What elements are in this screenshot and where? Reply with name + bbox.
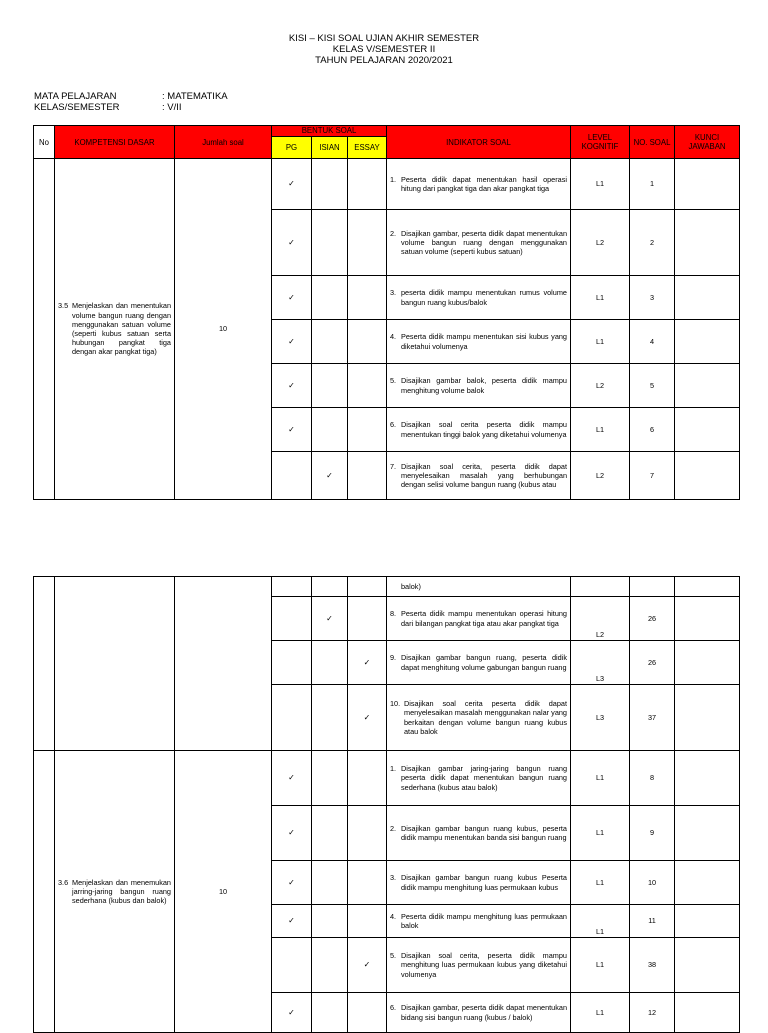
essay-check: ✓ xyxy=(348,685,387,751)
pg-cell xyxy=(272,452,312,500)
kisi-table-page1 xyxy=(33,125,740,500)
no-soal-cell: 38 xyxy=(630,938,675,993)
kd-number: 3.6 xyxy=(58,877,69,887)
indikator-cell: 5. Disajikan gambar balok, peserta didik mampu menghitung volume balok xyxy=(387,364,571,408)
indikator-cell: 4. Peserta didik mampu menentukan sisi kubus yang diketahui volumenya xyxy=(387,320,571,364)
no-soal-cell: 9 xyxy=(630,806,675,861)
no-soal-cell: 11 xyxy=(630,905,675,938)
essay-cell xyxy=(348,751,387,806)
isian-cell xyxy=(312,276,348,320)
essay-cell xyxy=(348,597,387,641)
row-no-cell xyxy=(34,751,55,1033)
header-essay: ESSAY xyxy=(348,137,387,159)
jumlah-soal-cell: 10 xyxy=(175,751,272,1033)
kunci-cell xyxy=(675,408,740,452)
kd-text: Menjelaskan dan menentukan volume bangun ruang dengan menggunakan satuan volume (seperti kubus satuan serta hubungan pangkat tiga dengan akar pangkat tiga) xyxy=(72,301,171,357)
indikator-cell: 2. Disajikan gambar bangun ruang kubus, peserta didik mampu menentukan banda sisi bangun ruang xyxy=(387,806,571,861)
isian-cell xyxy=(312,641,348,685)
level-cell: L1 xyxy=(571,806,630,861)
no-soal-cell: 1 xyxy=(630,159,675,210)
header-level-kognitif: LEVEL KOGNITIF xyxy=(571,126,630,159)
header-no-soal: NO. SOAL xyxy=(630,126,675,159)
no-soal-cell: 5 xyxy=(630,364,675,408)
table-row xyxy=(34,577,740,597)
essay-cell xyxy=(348,364,387,408)
essay-cell xyxy=(348,320,387,364)
isian-cell xyxy=(312,806,348,861)
pg-check: ✓ xyxy=(272,993,312,1033)
level-cell: L1 xyxy=(571,938,630,993)
table-row xyxy=(34,159,740,210)
isian-cell xyxy=(312,685,348,751)
no-soal-cell: 12 xyxy=(630,993,675,1033)
level-cell: L1 xyxy=(571,993,630,1033)
essay-cell xyxy=(348,993,387,1033)
kunci-cell xyxy=(675,210,740,276)
table-row xyxy=(34,751,740,806)
header-kompetensi-dasar: KOMPETENSI DASAR xyxy=(55,126,175,159)
pg-cell xyxy=(272,641,312,685)
jumlah-soal-cell-continued xyxy=(175,577,272,751)
level-cell: L2 xyxy=(571,210,630,276)
no-soal-cell: 7 xyxy=(630,452,675,500)
header-no: No xyxy=(34,126,55,159)
essay-cell xyxy=(348,577,387,597)
kunci-cell xyxy=(675,276,740,320)
indikator-cell: 5. Disajikan soal cerita, peserta didik mampu menghitung luas permukaan kubus yang diketahui volumenya xyxy=(387,938,571,993)
header-jumlah-soal: Jumlah soal xyxy=(175,126,272,159)
level-cell: L1 xyxy=(571,905,630,938)
kisi-table-page2 xyxy=(33,576,740,1033)
level-cell: L1 xyxy=(571,159,630,210)
essay-check: ✓ xyxy=(348,938,387,993)
indikator-cell: 7. Disajikan soal cerita, peserta didik dapat menyelesaikan masalah yang berhubungan dengan selisi volume bangun ruang (kubus atau xyxy=(387,452,571,500)
indikator-cell: 6. Disajikan soal cerita peserta didik mampu menentukan tinggi balok yang diketahui volumenya xyxy=(387,408,571,452)
essay-check: ✓ xyxy=(348,641,387,685)
header-isian: ISIAN xyxy=(312,137,348,159)
kd-text: Menjelaskan dan menemukan jarring-jaring bangun ruang sederhana (kubus dan balok) xyxy=(72,877,171,906)
isian-cell xyxy=(312,751,348,806)
document-title-line1: KISI – KISI SOAL UJIAN AKHIR SEMESTER xyxy=(288,33,480,44)
isian-cell xyxy=(312,938,348,993)
essay-cell xyxy=(348,408,387,452)
row-no-cell xyxy=(34,577,55,751)
header-indikator-soal: INDIKATOR SOAL xyxy=(387,126,571,159)
pg-check: ✓ xyxy=(272,159,312,210)
kunci-cell xyxy=(675,861,740,905)
pg-check: ✓ xyxy=(272,905,312,938)
level-cell: L2 xyxy=(571,452,630,500)
header-pg: PG xyxy=(272,137,312,159)
indikator-cell: 3. Disajikan gambar bangun ruang kubus Peserta didik mampu menghitung luas permukaan kubus xyxy=(387,861,571,905)
isian-cell xyxy=(312,364,348,408)
subject-value: : MATEMATIKA xyxy=(162,91,228,102)
class-row xyxy=(34,102,182,113)
isian-cell xyxy=(312,159,348,210)
no-soal-cell: 26 xyxy=(630,641,675,685)
kd-number: 3.5 xyxy=(58,301,69,311)
kunci-cell xyxy=(675,159,740,210)
class-label: KELAS/SEMESTER xyxy=(34,102,120,113)
essay-cell xyxy=(348,276,387,320)
level-cell: L2 xyxy=(571,364,630,408)
no-soal-cell: 2 xyxy=(630,210,675,276)
isian-cell xyxy=(312,408,348,452)
indikator-cell: 2. Disajikan gambar, peserta didik dapat menentukan volume bangun ruang dengan menggunakan satuan volume (seperti kubus satuan) xyxy=(387,210,571,276)
essay-cell xyxy=(348,861,387,905)
isian-cell xyxy=(312,577,348,597)
pg-cell xyxy=(272,577,312,597)
kd-3-5-cell xyxy=(55,159,175,500)
kunci-cell xyxy=(675,938,740,993)
level-cell: L3 xyxy=(571,641,630,685)
kunci-cell xyxy=(675,641,740,685)
document-title-line3: TAHUN PELAJARAN 2020/2021 xyxy=(315,55,453,66)
essay-cell xyxy=(348,452,387,500)
kunci-cell xyxy=(675,364,740,408)
level-cell: L1 xyxy=(571,408,630,452)
indikator-cell: 8. Peserta didik mampu menentukan operasi hitung dari bilangan pangkat tiga atau akar pangkat tiga xyxy=(387,597,571,641)
indikator-cell: 4. Peserta didik mampu menghitung luas permukaan balok xyxy=(387,905,571,938)
kunci-cell xyxy=(675,751,740,806)
isian-check: ✓ xyxy=(312,597,348,641)
indikator-cell: balok) xyxy=(387,577,571,597)
isian-cell xyxy=(312,905,348,938)
indikator-cell: 1. Peserta didik dapat menentukan hasil operasi hitung dari pangkat tiga dan akar pangkat tiga xyxy=(387,159,571,210)
level-cell: L3 xyxy=(571,685,630,751)
essay-cell xyxy=(348,806,387,861)
kd-3-6-cell xyxy=(55,751,175,1033)
no-soal-cell: 10 xyxy=(630,861,675,905)
kd-cell-continued xyxy=(55,577,175,751)
subject-row xyxy=(34,91,228,102)
level-cell: L1 xyxy=(571,751,630,806)
no-soal-cell: 6 xyxy=(630,408,675,452)
indikator-cell: 9. Disajikan gambar bangun ruang, peserta didik dapat menghitung volume gabungan bangun ruang xyxy=(387,641,571,685)
essay-cell xyxy=(348,210,387,276)
kunci-cell xyxy=(675,806,740,861)
pg-cell xyxy=(272,597,312,641)
no-soal-cell: 26 xyxy=(630,597,675,641)
indikator-cell: 3. peserta didik mampu menentukan rumus volume bangun ruang kubus/balok xyxy=(387,276,571,320)
isian-check: ✓ xyxy=(312,452,348,500)
indikator-cell: 6. Disajikan gambar, peserta didik dapat menentukan bidang sisi bangun ruang (kubus / balok) xyxy=(387,993,571,1033)
kunci-cell xyxy=(675,597,740,641)
kunci-cell xyxy=(675,905,740,938)
indikator-cell: 1. Disajikan gambar jaring-jaring bangun ruang peserta didik dapat menentukan bangun ruang sederhana (kubus atau balok) xyxy=(387,751,571,806)
no-soal-cell: 37 xyxy=(630,685,675,751)
pg-check: ✓ xyxy=(272,408,312,452)
header-bentuk-soal: BENTUK SOAL xyxy=(272,126,387,137)
kunci-cell xyxy=(675,320,740,364)
class-value: : V/II xyxy=(162,102,182,113)
pg-check: ✓ xyxy=(272,861,312,905)
pg-check: ✓ xyxy=(272,364,312,408)
jumlah-soal-cell: 10 xyxy=(175,159,272,500)
kunci-cell xyxy=(675,685,740,751)
indikator-cell: 10. Disajikan soal cerita peserta didik dapat menyelesaikan masalah menggunakan nalar yang berkaitan dengan volume bangun ruang kubus atau balok xyxy=(387,685,571,751)
pg-cell xyxy=(272,938,312,993)
header-kunci-jawaban: KUNCI JAWABAN xyxy=(675,126,740,159)
row-no-cell xyxy=(34,159,55,500)
isian-cell xyxy=(312,861,348,905)
kunci-cell xyxy=(675,993,740,1033)
no-soal-cell: 8 xyxy=(630,751,675,806)
isian-cell xyxy=(312,320,348,364)
document-title-line2: KELAS V/SEMESTER II xyxy=(332,44,436,55)
pg-cell xyxy=(272,685,312,751)
isian-cell xyxy=(312,993,348,1033)
pg-check: ✓ xyxy=(272,320,312,364)
level-cell xyxy=(571,577,630,597)
no-soal-cell: 3 xyxy=(630,276,675,320)
essay-cell xyxy=(348,159,387,210)
no-soal-cell xyxy=(630,577,675,597)
essay-cell xyxy=(348,905,387,938)
pg-check: ✓ xyxy=(272,806,312,861)
pg-check: ✓ xyxy=(272,276,312,320)
subject-label: MATA PELAJARAN xyxy=(34,91,117,102)
pg-check: ✓ xyxy=(272,210,312,276)
level-cell: L1 xyxy=(571,276,630,320)
kunci-cell xyxy=(675,577,740,597)
level-cell: L2 xyxy=(571,597,630,641)
isian-cell xyxy=(312,210,348,276)
level-cell: L1 xyxy=(571,320,630,364)
pg-check: ✓ xyxy=(272,751,312,806)
level-cell: L1 xyxy=(571,861,630,905)
kunci-cell xyxy=(675,452,740,500)
no-soal-cell: 4 xyxy=(630,320,675,364)
